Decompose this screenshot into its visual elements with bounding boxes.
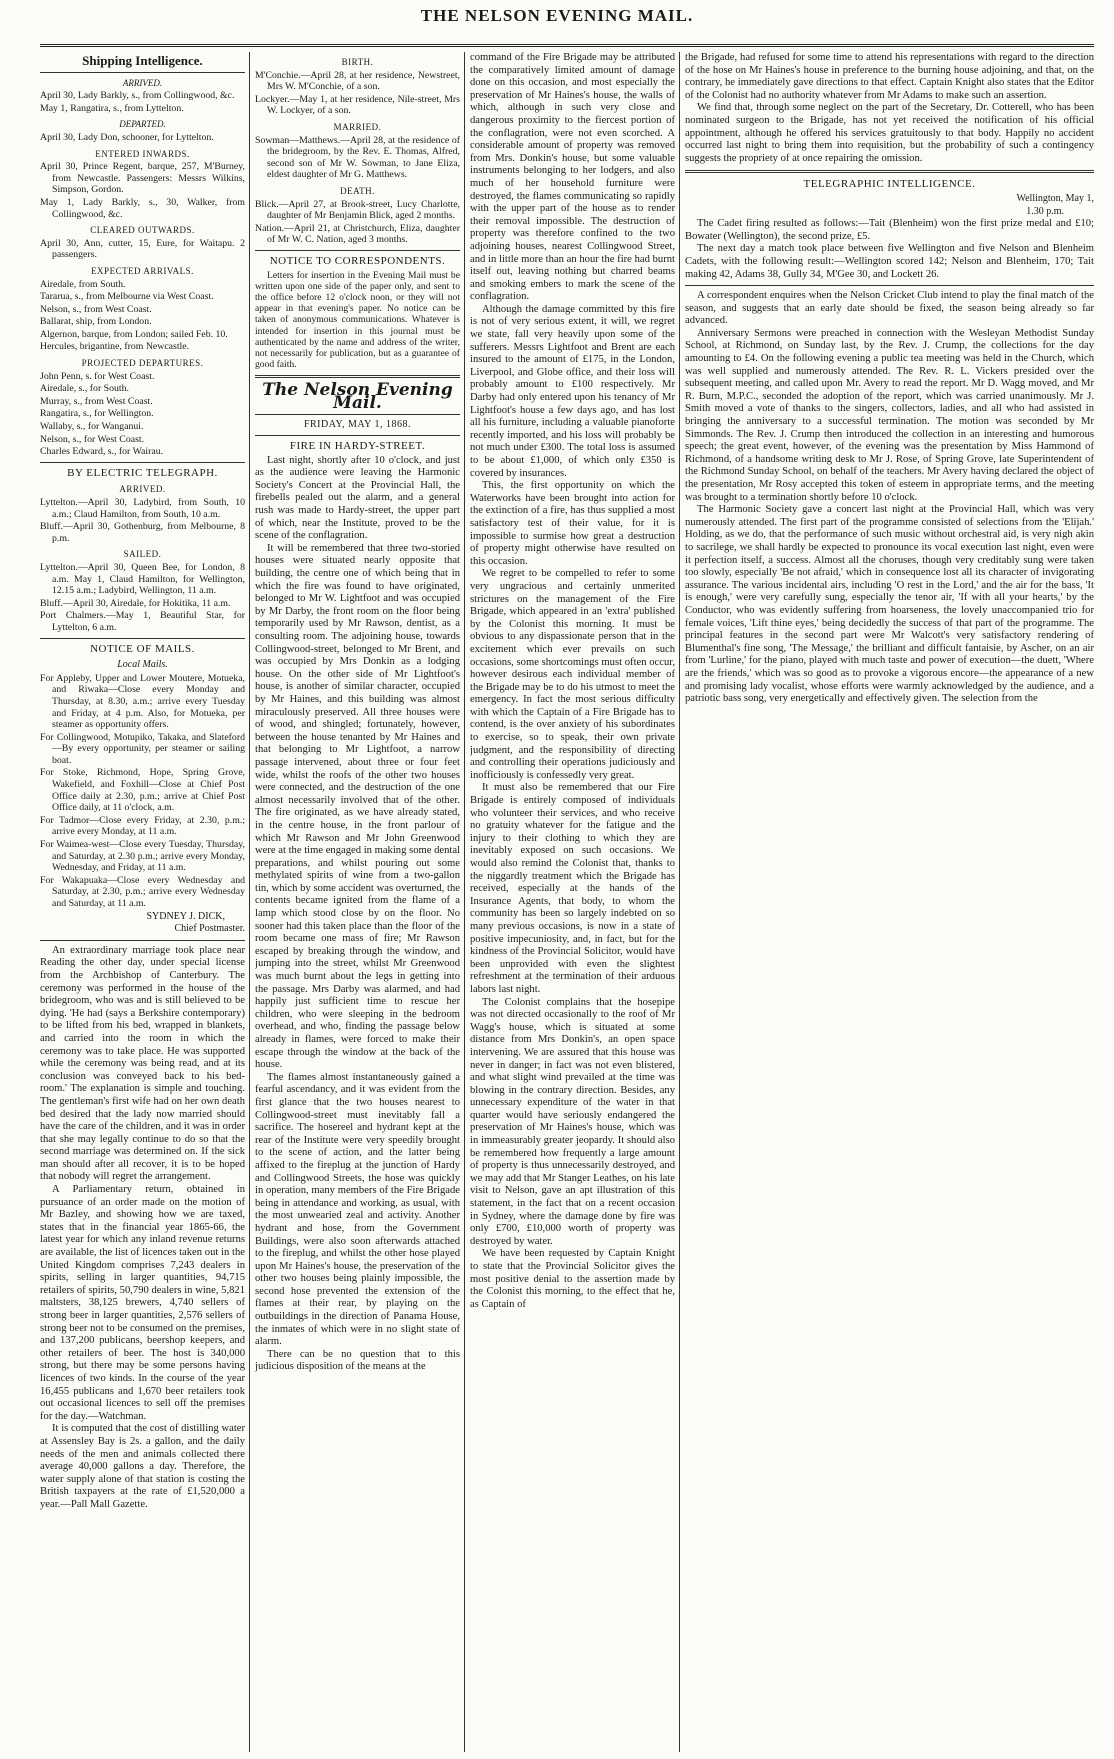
list-item: April 30, Lady Barkly, s., from Collingwood, &c.: [40, 90, 235, 102]
list-item: M'Conchie.—April 28, at her residence, Newstreet, Mrs W. M'Conchie, of a son.: [255, 69, 460, 93]
column-rule: [464, 52, 465, 1752]
list-item: Airedale, from South.: [40, 278, 126, 290]
article-paragraph: A correspondent enquires when the Nelson Cricket Club intend to play the final match of the season, and suggests that an early date should be fixed, the season being already so far advanced.: [685, 290, 1094, 327]
shipping-title: Shipping Intelligence.: [82, 53, 203, 68]
column-1: [40, 52, 245, 1752]
list-item: For Tadmor—Close every Friday, at 2.30, p.m.; arrive every Monday, at 11 a.m.: [40, 814, 245, 838]
list-item: Airedale, s., for South.: [40, 383, 129, 395]
article-paragraph: Last night, shortly after 10 o'clock, and just as the audience were leaving the Harmonic Society's Concert at the Provincial Hall, the firebells pealed out the alarm, and a general rush was made to Hardy-street, the upper part of which, near the Institute, proved to be the scene of the conflagration.: [255, 454, 460, 542]
shipping-expected-head: EXPECTED ARRIVALS.: [91, 265, 194, 276]
telegraphic-title: TELEGRAPHIC INTELLIGENCE.: [803, 178, 976, 191]
column-3: [470, 52, 675, 1752]
article-paragraph: The flames almost instantaneously gained a fearful ascendancy, and it was evident from the first glance that the two houses nearest to Collingwood-street must inevitably fall a sacrifice. The hosereel and hydrant kept at the rear of the Institute were very speedily brought to the scene of action, and the latter being affixed to the fireplug at the junction of Hardy and Collingwood Streets, the hose was quickly in operation, many members of the Fire Brigade being in attendance and working, as usual, with the most unwearied zeal and activity. Another hydrant and hose, from the Government Buildings, were also soon afterwards attached to the fireplug, and whilst the other hose played upon Mr Haines's house, the preservation of the other two houses being plainly impossible, the second hose prevented the extension of the flames at their rear, by playing on the outbuildings in the direction of Panama House, the inmates of which were in no slight state of alarm.: [255, 1071, 460, 1348]
masthead: THE NELSON EVENING MAIL.: [420, 6, 694, 25]
article-paragraph: An extraordinary marriage took place near Reading the other day, under special license from the Archbishop of Canterbury. The ceremony was performed in the house of the bridegroom, who was and is still believed to be dying. 'He had (says a Berkshire contemporary) to be lifted from his bed, wrapped in blankets, and carried into the room in which the ceremony was to take place. He was supported while the ceremony was being read, and at its conclusion was conveyed back to his bed-room.' The explanation is simple and touching. The gentleman's first wife had on her own death bed desired that the lady now married should have the care of the children, and it was in order that she may legally continue to do so that the second marriage was determined on. If the sick man should after all recover, it is to be hoped that nobody will regret the arrangement.: [40, 944, 245, 1183]
shipping-cleared-head: CLEARED OUTWARDS.: [90, 225, 195, 236]
list-item: Lockyer.—May 1, at her residence, Nile-street, Mrs W. Lockyer, of a son.: [255, 93, 460, 117]
list-item: Wallaby, s., for Wanganui.: [40, 421, 144, 433]
list-item: For Stoke, Richmond, Hope, Spring Grove, Wakefield, and Foxhill—Close at Chief Post Office daily at 2.30, p.m.; arrive at Chief Post Office daily, at 11 o'clock, a.m.: [40, 767, 245, 814]
list-item: May 1, Lady Barkly, s., 30, Walker, from Collingwood, &c.: [40, 196, 245, 220]
shipping-arrived-head: ARRIVED.: [122, 77, 163, 88]
list-item: Charles Edward, s., for Wairau.: [40, 446, 164, 458]
list-item: John Penn, s. for West Coast.: [40, 370, 155, 382]
list-item: Algernon, barque, from London; sailed Feb. 10.: [40, 328, 228, 340]
date-line: FRIDAY, MAY 1, 1868.: [303, 418, 412, 430]
list-item: Port Chalmers.—May 1, Beautiful Star, for Lyttelton, 6 a.m.: [40, 610, 245, 633]
article-paragraph: We regret to be compelled to refer to some very ungracious and certainly unmerited strictures on the management of the Fire Brigade, which appeared in an 'extra' published by the Colonist this morning. It must be obvious to any dispassionate person that in the excitement which ever prevails on such occasions, some shortcomings must often occur, however desirous each individual member of the Brigade may be to do his utmost to meet the emergency. In fact the most serious difficulty with which the Captain of a Fire Brigade has to contend, is the over anxiety of his subordinates to exercise, so to speak, their own private judgment, and the responsibility of directing and controlling their operations judiciously and inofficiously is confessedly very great.: [470, 568, 675, 781]
list-item: April 30, Prince Regent, barque, 257, M'Burney, from Newcastle. Passengers: Messrs Wilkins, Simpson, Gordon.: [40, 161, 245, 196]
list-item: Lyttelton.—April 30, Ladybird, from South, 10 a.m.; Claud Hamilton, from South, 10 a.m.: [40, 497, 245, 520]
death-head: DEATH.: [340, 185, 375, 196]
telegraphic-place: Wellington, May 1,: [1016, 192, 1094, 204]
shipping-projected-head: PROJECTED DEPARTURES.: [81, 358, 204, 369]
list-item: Blick.—April 27, at Brook-street, Lucy Charlotte, daughter of Mr Benjamin Blick, aged 2 months.: [255, 198, 460, 222]
list-item: Rangatira, s., for Wellington.: [40, 408, 154, 420]
telegraph-title: BY ELECTRIC TELEGRAPH.: [67, 466, 218, 479]
list-item: Nation.—April 21, at Christchurch, Eliza, daughter of Mr W. C. Nation, aged 3 months.: [255, 222, 460, 246]
mails-sub: Local Mails.: [117, 659, 168, 671]
article-paragraph: There can be no question that to this judicious disposition of the means at the: [255, 1348, 460, 1373]
article-paragraph: A Parliamentary return, obtained in pursuance of an order made on the motion of Mr Bazley, and showing how we are taxed, states that in the financial year 1865-66, the latest year for which any inland revenue returns are available, the list of licences taken out in the United Kingdom comprises 7,243 dealers in spirits, selling in larger quantities, 94,715 retailers of spirits, 50,790 dealers in wine, 5,821 maltsters, 38,125 brewers, 4,740 sellers of strong beer in larger quantities, 2,576 sellers of strong beer not to be consumed on the premises, and 137,200 publicans, beershop keepers, and other retailers of beer. The host is 340,000 strong, but there may be some persons having licences of two kinds. In the course of the year 16,455 publicans and 1,670 beer retailers took out occasional licences to sell off the premises for the day.—Watchman.: [40, 1184, 245, 1422]
article-paragraph: the Brigade, had refused for some time to attend his representations with regard to the direction of the hose on Mr Haines's house in preference to the burning house adjoining, and that, on the contrary, he immediately gave directions to that effect. Captain Knight also states that the Editor of the Colonist had no authority whatever from Mr Adams to make such an assertion.: [685, 52, 1094, 101]
mails-title: NOTICE OF MAILS.: [90, 642, 195, 655]
shipping-entered-head: ENTERED INWARDS.: [95, 148, 190, 159]
shipping-departed-head: DEPARTED.: [119, 119, 166, 130]
article-paragraph: It must also be remembered that our Fire Brigade is entirely composed of individuals who volunteer their services, and who receive no gratuity whatever for the fatigue and the injury to their clothing to which they are inevitably exposed on such occasions. We would also remind the Colonist that, thanks to the niggardly treatment which the Brigade has received, especially at the hands of the Insurance Agents, that body, to whom the community has been so largely indebted on so many previous occasions, is now in a state of positive impecuniosity, and, in fact, but for the kindness of the Provincial Solicitor, would have been unprovided with even the slightest refreshment at the termination of their arduous labors last night.: [470, 782, 675, 995]
list-item: For Appleby, Upper and Lower Moutere, Motueka, and Riwaka—Close every Monday and Thursday, at 8.30, a.m.; arrive every Tuesday and Friday, at 4 p.m. Also, for Motueka, per steamer as opportunity offers.: [40, 672, 245, 731]
list-item: Ballarat, ship, from London.: [40, 316, 152, 328]
list-item: May 1, Rangatira, s., from Lyttelton.: [40, 102, 184, 114]
list-item: Lyttelton.—April 30, Queen Bee, for London, 8 a.m. May 1, Claud Hamilton, for Wellington, 12.15 a.m.; Ladybird, Wellington, 11 a.m.: [40, 561, 245, 597]
article-paragraph: The Harmonic Society gave a concert last night at the Provincial Hall, which was very numerously attended. The first part of the programme consisted of selections from the 'Elijah.' Holding, as we do, that the performance of such music without orchestral aid, is very nigh akin to sacrilege, we shall hardly be expected to pronounce its vocal execution last night, even were it perfection itself, a success. Almost all the choruses, though very creditably sung were taken too slowly, especially 'Be not afraid,' which in consequence lost all its character of invigorating assurance. The various incidental airs, including 'O rest in the Lord,' and the air for the bass, 'It is enough,' were very carefully sung, especially the tenor air, 'If with all your hearts,' by the Conductor, who was evidently suffering from hoarseness, the lovely unaccompanied trio for female voices, 'Lift thine eyes,' being decidedly the success of that part of the programme. The principal features in the second part were Mr Walcott's very satisfactory rendering of Blumenthal's fine song, 'The Message,' the brilliant and difficult fantaisie, by Ascher, on an air from 'Lurline,' for the piano, played with much taste and power of execution—the duett, 'Where are the friends,' which was so good as to provoke a vigorous encore—the appearance of a new and promising lady vocalist, whose efforts were warmly acknowledged by the audience, and a patriotic bass song, very energetically and effectively given. The selection from the: [685, 504, 1094, 705]
article-paragraph: The next day a match took place between five Wellington and five Nelson and Blenheim Cadets, with the following result:—Wellington scored 142; Nelson and Blenheim, 170; Tait making 42, Adams 38, Gully 34, M'Gee 30, and Lockett 26.: [685, 243, 1094, 280]
column-4: [685, 52, 1094, 1752]
fire-title: FIRE IN HARDY-STREET.: [289, 440, 426, 453]
article-paragraph: It is computed that the cost of distilling water at Assensley Bay is 2s. a gallon, and the daily needs of the men and animals collected there average 40,000 gallons a day. Therefore, the water supply alone of that station is costing the British taxpayers at the rate of £1,520,000 a year.—Pall Mall Gazette.: [40, 1423, 245, 1510]
article-paragraph: We find that, through some neglect on the part of the Secretary, Dr. Cotterell, who has been nominated surgeon to the Brigade, has not yet received the notification of his official appointment, although he offered his services gratuitously to that body. Happily no accident occurred last night to bring them into requisition, but the probability of such a contingency suggests the propriety of at once repairing the omission.: [685, 102, 1094, 164]
list-item: April 30, Lady Don, schooner, for Lyttelton.: [40, 131, 214, 143]
list-item: For Waimea-west—Close every Tuesday, Thursday, and Saturday, at 2.30 p.m.; arrive every Monday, Wednesday, and Friday, at 11 a.m.: [40, 839, 245, 874]
telegraph-arrived-head: ARRIVED.: [119, 484, 166, 495]
list-item: For Wakapuaka—Close every Wednesday and Saturday, at 2.30, p.m.; arrive every Wednesday and Saturday, at 11 a.m.: [40, 874, 245, 909]
column-rule: [249, 52, 250, 1752]
list-item: Nelson, s., for West Coast.: [40, 433, 145, 445]
list-item: Tararua, s., from Melbourne via West Coast.: [40, 291, 214, 303]
article-paragraph: We have been requested by Captain Knight to state that the Provincial Solicitor gives the most positive denial to the assertion made by the Colonist this morning, to the effect that he, as Captain of: [470, 1248, 675, 1310]
article-paragraph: This, the first opportunity on which the Waterworks have been brought into action for the extinction of a fire, has thus supplied a most satisfactory test of their value, for it is impossible to surmise how great a destruction of property might otherwise have resulted on this occasion.: [470, 480, 675, 567]
list-item: For Collingwood, Motupiko, Takaka, and Slateford—By every opportunity, per steamer or sailing boat.: [40, 731, 245, 766]
article-paragraph: Although the damage committed by this fire is not of very serious extent, it will, we regret we state, fall very heavily upon some of the sufferers. Messrs Lightfoot and Brent are each insured to the amount of £175, in the London, Liverpool, and Globe office, and their loss will probably amount to £100 respectively. Mr Darby had only entered upon his tenancy of Mr Lightfoot's house a few days ago, and has lost all his furniture, including a valuable pianoforte recently imported, and his loss will probably be not much under £300. The total loss is assumed to be about £1,000, of which only £350 is covered by insurances.: [470, 303, 675, 479]
list-item: Bluff.—April 30, Airedale, for Hokitika, 11 a.m.: [40, 597, 231, 609]
article-paragraph: It will be remembered that three two-storied houses were situated nearly opposite that building, the centre one of which being that in which the fire was found to have originated, belonged to Mr W. Lightfoot and was occupied by Mr Darby, the front room on the floor being temporarily used by Mr Rawson, dentist, as a consulting room. The adjoining house, towards Collingwood-street, belonged to Mr Brent, and was occupied by Mrs Donkin as a lodging house. On the other side of Mr Lightfoot's house, is another of similar character, occupied by Mr Haines, and this building was almost miraculously preserved. All three houses were of wood, and shingled; fortunately, however, between the house tenanted by Mr Haines and that belonging to Mr Lightfoot, a narrow passage intervened, about three or four feet wide, whilst the roofs of the other two houses were connected, and the destruction of the one almost necessarily involved that of the other. The fire originated, as we have already stated, in the centre house, in the front parlour of which Mr Rawson and Mr John Greenwood were at the time engaged in making some dental preparations, and whilst pouring out some methylated spirits of wine from a two-gallon tin, which by some accident was overturned, the contents became ignited from the flame of a lamp which stood close by on the floor. No sooner had this taken place than the floor of the room became one mass of fire; Mr Rawson escaped by breaking through the window, and jumping into the street, whilst Mr Greenwood was much burnt about the legs in getting into the passage. Mrs Darby was alarmed, and had happily just sufficient time to rescue her children, who were sleeping in the bedroom overhead, and who, finding the passage below already in flames, were forced to make their escape through the window at the back of the house.: [255, 542, 460, 1071]
article-paragraph: The Colonist complains that the hosepipe was not directed occasionally to the roof of Mr Wagg's house, which is situated at some distance from Mrs Donkin's, an open space intervening. We are assured that this house was never in danger; in fact was not even blistered, and what slight wind prevailed at the time was blowing in the contrary direction. Besides, any unnecessary expenditure of the water in that quarter would have seriously endangered the preservation of Mr Haines's house, which was in immeasurably greater jeopardy. It should also be remembered how frequently a large amount of property is thus unnecessarily destroyed, and we may add that Mr Stanger Leathes, on his late visit to Nelson, gave an apt illustration of this statement, in the fact that on a recent occasion in Sydney, where the damage done by fire was only £700, £10,000 worth of property was destroyed by water.: [470, 996, 675, 1247]
mails-signer-title: Chief Postmaster.: [174, 923, 245, 935]
list-item: Bluff.—April 30, Gothenburg, from Melbourne, 8 p.m.: [40, 521, 245, 544]
list-item: April 30, Ann, cutter, 15, Eure, for Waitapu. 2 passengers.: [40, 237, 245, 261]
column-2: [255, 52, 460, 1752]
list-item: Hercules, brigantine, from Newcastle.: [40, 341, 190, 353]
mails-signer: SYDNEY J. DICK,: [146, 910, 225, 922]
list-item: Sowman—Matthews.—April 28, at the residence of the bridegroom, by the Rev. E. Thomas, Alfred, second son of Mr W. Sowman, to Jane Eliza, eldest daughter of Mr G. Matthews.: [255, 134, 460, 181]
paper-title: The Nelson Evening Mail.: [262, 380, 453, 413]
list-item: Murray, s., from West Coast.: [40, 395, 153, 407]
birth-head: BIRTH.: [341, 57, 374, 67]
column-rule: [679, 52, 680, 1752]
correspondents-title: NOTICE TO CORRESPONDENTS.: [269, 254, 446, 267]
telegraphic-time: 1.30 p.m.: [1026, 205, 1064, 217]
article-paragraph: command of the Fire Brigade may be attributed the comparatively limited amount of damage done on this occasion, and most especially the preservation of Mr Haines's house, the walls of which, although in such very close and dangerous proximity to the fiercest portion of the conflagration, were not even scorched. A considerable amount of property was removed from Mrs. Donkin's house, but some valuable instruments belonging to her lodgers, and also much of her household furniture were destroyed, the flames communicating so rapidly with the upper part of the house as to render their removal impossible. The destruction of property was therefore confined to the two adjoining houses, nearest Collingwood Street, and in little more than an hour the fire had burnt itself out, leaving nothing but charred beams and smoking embers to mark the scene of the conflagration.: [470, 52, 675, 303]
article-paragraph: Anniversary Sermons were preached in connection with the Wesleyan Methodist Sunday School, at Richmond, on Sunday last, by the Rev. J. Crump, the collections for the day amounting to £4. On the following evening a public tea meeting was held in the Church, which was well supplied and numerously attended. The Rev. R. L. Vickers presided over the subsequent meeting, and called upon Mr. Avery to read the report. Mr D. Wagg moved, and Mr R. Burn, M.P.C., seconded the adoption of the report, which was carried unanimously. Mr J. Smith moved a vote of thanks to the singers, collectors, ladies, and all who had assisted in bringing the anniversary to a successful termination. The motion was seconded by Mr Simmonds. The Rev. J. Crump then introduced the collection in an interesting and humorous speech; the great event, however, of the evening was the presentation by Miss Hammond of Richmond, of a handsome writing desk to Mr J. Rose, of Spring Grove, late Superintendent of the Richmond Sunday School, on behalf of the teachers. Mr Avery having declared the object of the presentation, Mr Rosy accepted this token of esteem in appropriate terms, and the meeting was brought to a termination shortly before 10 o'clock.: [685, 327, 1094, 503]
article-paragraph: The Cadet firing resulted as follows:—Tait (Blenheim) won the first prize medal and £10; Bowater (Wellington), the second prize, £5.: [685, 218, 1094, 242]
masthead-rule: [40, 44, 1094, 47]
married-head: MARRIED.: [333, 121, 382, 132]
telegraph-sailed-head: SAILED.: [123, 549, 162, 560]
list-item: Nelson, s., from West Coast.: [40, 303, 152, 315]
correspondents-text: Letters for insertion in the Evening Mail must be written upon one side of the paper only, and sent to the office before 12 o'clock noon, or they will not appear in that evening's paper. No notice can be taken of anonymous communications. Whatever is intended for insertion in this journal must be authenticated by the name and address of the writer, not necessarily for publication, but as a guarantee of good faith.: [255, 269, 460, 371]
